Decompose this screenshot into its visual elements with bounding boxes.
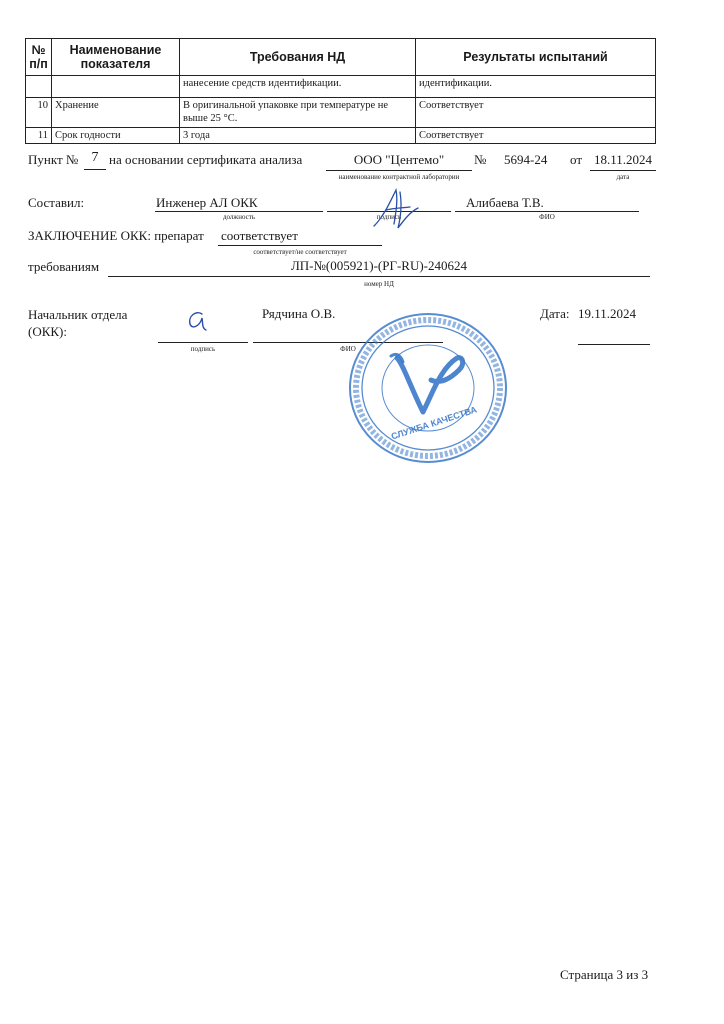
compiled-position: Инженер АЛ ОКК: [156, 195, 258, 210]
table-row: [26, 76, 656, 98]
punkt-date: 18.11.2024: [593, 152, 653, 167]
punkt-number: 7: [91, 150, 99, 165]
punkt-date-underline: [590, 170, 656, 171]
punkt-number-underline: [84, 169, 106, 170]
compiled-sign-caption: подпись: [376, 213, 402, 221]
compiled-position-caption: должность: [222, 213, 256, 221]
compiled-name: Алибаева Т.В.: [466, 195, 544, 210]
compiled-name-caption: ФИО: [539, 213, 555, 221]
compiled-position-underline: [155, 211, 323, 212]
header-req: Требования НД: [180, 39, 416, 76]
head-sign-caption: подпись: [190, 345, 216, 353]
table-header-row: [26, 39, 656, 76]
nd-number: ЛП-№(005921)-(РГ-RU)-240624: [290, 258, 468, 273]
page-number: Страница 3 из 3: [560, 967, 649, 982]
header-result: Результаты испытаний: [416, 39, 656, 76]
row-req: 3 года: [180, 128, 416, 144]
punkt-label: Пункт №: [28, 152, 79, 167]
specification-table: [25, 38, 656, 144]
head-date-underline: [578, 344, 650, 345]
punkt-basis: на основании сертификата анализа: [109, 152, 303, 167]
signature-head: [182, 306, 212, 336]
nd-number-caption: номер НД: [364, 280, 394, 288]
head-date-label: Дата:: [540, 306, 570, 321]
table-row: [26, 98, 656, 128]
row-name: [52, 76, 180, 98]
row-num: 10: [26, 98, 52, 128]
punkt-cert-no: 5694-24: [504, 152, 548, 167]
conclusion-label: ЗАКЛЮЧЕНИЕ ОКК: препарат: [28, 228, 204, 243]
head-sign-underline: [158, 342, 248, 343]
row-result: Соответствует: [416, 98, 656, 128]
row-num: [26, 76, 52, 98]
head-label-line1: Начальник отдела: [28, 307, 128, 322]
compiled-label: Составил:: [28, 195, 85, 210]
punkt-lab: ООО "Центемо": [353, 152, 445, 167]
head-label-line2: (ОКК):: [28, 324, 67, 339]
row-num: 11: [26, 128, 52, 144]
punkt-from-label: от: [570, 152, 583, 167]
header-name: Наименование показателя: [52, 39, 180, 76]
punkt-lab-caption: наименование контрактной лаборатории: [338, 173, 460, 181]
row-req: В оригинальной упаковке при температуре не выше 25 °С.: [180, 98, 416, 128]
conclusion-value-underline: [218, 245, 382, 246]
row-result: Соответствует: [416, 128, 656, 144]
row-name: Хранение: [52, 98, 180, 128]
stamp-center-text: СЛУЖБА КАЧЕСТВА: [389, 404, 479, 442]
conclusion-value-caption: соответствует/не соответствует: [253, 248, 347, 256]
table-row: [26, 128, 656, 144]
row-result: идентификации.: [416, 76, 656, 98]
row-req: нанесение средств идентификации.: [180, 76, 416, 98]
nd-number-underline: [108, 276, 650, 277]
punkt-no-label: №: [474, 152, 487, 167]
compiled-name-underline: [455, 211, 639, 212]
punkt-date-caption: дата: [616, 173, 630, 181]
head-date: 19.11.2024: [578, 306, 637, 321]
signature-alibaeva: [368, 186, 428, 232]
quality-service-stamp: [345, 308, 511, 468]
requirements-label: требованиям: [28, 259, 100, 274]
head-name-caption: ФИО: [340, 345, 356, 353]
punkt-lab-underline: [326, 170, 472, 171]
head-name: Рядчина О.В.: [262, 306, 336, 321]
row-name: Срок годности: [52, 128, 180, 144]
header-num: № п/п: [26, 39, 52, 76]
conclusion-value: соответствует: [221, 228, 298, 243]
head-label: [28, 306, 127, 340]
